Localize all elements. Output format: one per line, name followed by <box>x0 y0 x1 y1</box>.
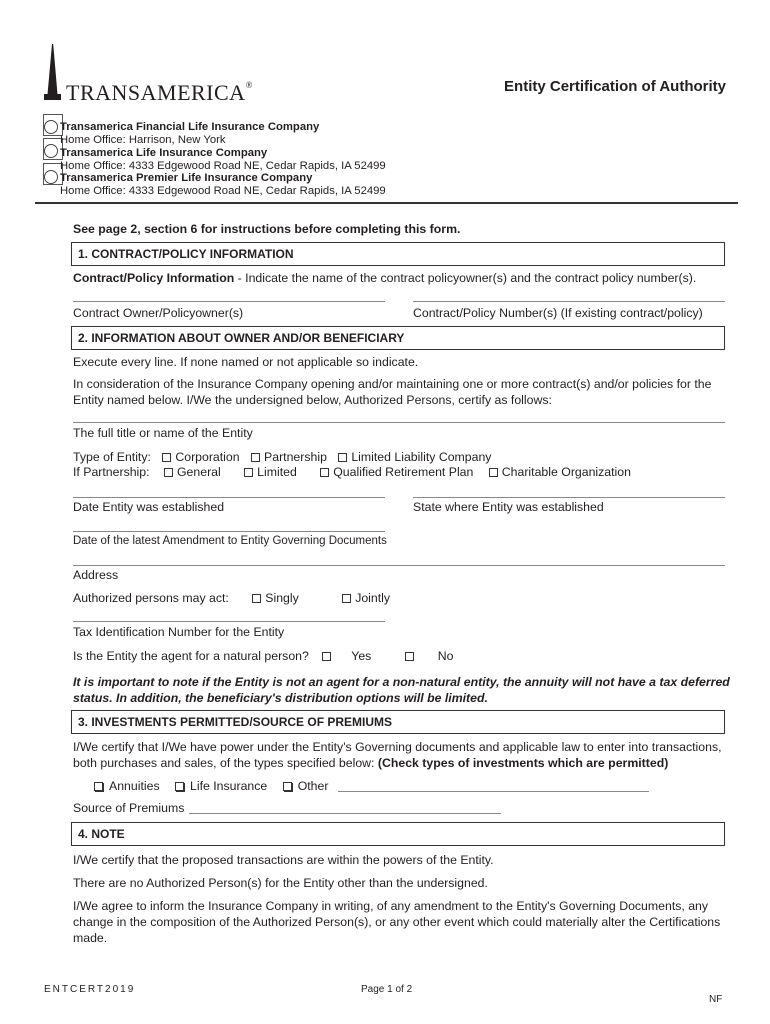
llc-checkbox[interactable] <box>338 453 347 462</box>
state-established-input-line[interactable] <box>413 497 725 498</box>
section-1-header: 1. CONTRACT/POLICY INFORMATION <box>71 242 725 266</box>
company-option: Transamerica Financial Life Insurance Company Home Office: Harrison, New York <box>60 121 320 146</box>
nf-code: NF <box>709 994 723 1005</box>
company-radio-tfli[interactable] <box>44 120 58 134</box>
investments-certify-text: I/We certify that I/We have power under the Entity's Governing documents and applicable law to enter into transactions, both purchases and sales, of the types specified below: (Check types of investments which are permitted) <box>73 740 722 770</box>
jointly-checkbox[interactable] <box>342 594 351 603</box>
section-2-header: 2. INFORMATION ABOUT OWNER AND/OR BENEFICIARY <box>71 326 725 350</box>
important-note: It is important to note if the Entity is not an agent for a non-natural entity, the annuity will not have a tax deferred status. In addition, the beneficiary's distribution options will be limited. <box>73 675 730 705</box>
address-input-line[interactable] <box>73 565 725 566</box>
other-checkbox[interactable] <box>283 782 292 791</box>
tin-input-line[interactable] <box>73 621 385 622</box>
date-established-input-line[interactable] <box>73 497 385 498</box>
singly-checkbox[interactable] <box>252 594 261 603</box>
consideration-text: In consideration of the Insurance Company opening and/or maintaining one or more contract(s) and/or policies for the Entity named below. I/We the undersigned below, Authorized Persons, certify as follows: <box>73 377 712 407</box>
section-3-header: 3. INVESTMENTS PERMITTED/SOURCE OF PREMIUMS <box>71 710 725 734</box>
partnership-checkbox[interactable] <box>251 453 260 462</box>
instructions-note: See page 2, section 6 for instructions before completing this form. <box>73 222 461 236</box>
limited-checkbox[interactable] <box>244 468 253 477</box>
amendment-date-label: Date of the latest Amendment to Entity Governing Documents <box>73 535 387 547</box>
amendment-date-input-line[interactable] <box>73 531 385 532</box>
corporation-checkbox[interactable] <box>162 453 171 462</box>
life-insurance-checkbox[interactable] <box>175 782 184 791</box>
agent-no-checkbox[interactable] <box>405 652 414 661</box>
note-para-1: I/We certify that the proposed transactions are within the powers of the Entity. <box>73 853 494 867</box>
entity-type-row: Type of Entity: Corporation Partnership Limited Liability Company <box>73 450 492 464</box>
tin-label: Tax Identification Number for the Entity <box>73 625 285 639</box>
company-option: Transamerica Premier Life Insurance Company Home Office: 4333 Edgewood Road NE, Cedar Rapids, IA 52499 <box>60 172 386 197</box>
page-number: Page 1 of 2 <box>361 984 413 995</box>
owner-input-line[interactable] <box>73 301 385 302</box>
annuities-checkbox[interactable] <box>94 782 103 791</box>
form-title: Entity Certification of Authority <box>504 78 726 95</box>
general-checkbox[interactable] <box>164 468 173 477</box>
agent-yes-checkbox[interactable] <box>322 652 331 661</box>
company-option: Transamerica Life Insurance Company Home Office: 4333 Edgewood Road NE, Cedar Rapids, IA 52499 <box>60 147 386 172</box>
other-input-line[interactable] <box>338 791 649 792</box>
charitable-org-checkbox[interactable] <box>489 468 498 477</box>
authorized-persons-row: Authorized persons may act: Singly Jointly <box>73 591 391 605</box>
section-4-header: 4. NOTE <box>71 822 725 846</box>
source-premiums-label: Source of Premiums <box>73 801 185 815</box>
policy-number-label: Contract/Policy Number(s) (If existing contract/policy) <box>413 306 703 320</box>
note-para-3: I/We agree to inform the Insurance Company in writing, of any amendment to the Entity's Governing Documents, any change in the composition of the Authorized Person(s), or any other event which could materially alter the Certifications made. <box>73 899 721 945</box>
company-radio-tli[interactable] <box>44 144 58 158</box>
source-premiums-input-line[interactable] <box>189 813 501 814</box>
address-label: Address <box>73 568 119 582</box>
agent-question-row: Is the Entity the agent for a natural person? Yes No <box>73 649 454 663</box>
state-established-label: State where Entity was established <box>413 500 604 514</box>
contract-policy-intro: Contract/Policy Information - Indicate the name of the contract policyowner(s) and the contract policy number(s). <box>73 271 697 285</box>
company-logo-text: TRANSAMERICA® <box>66 80 253 105</box>
date-established-label: Date Entity was established <box>73 500 225 514</box>
company-radio-tpli[interactable] <box>44 170 58 184</box>
qualified-retirement-checkbox[interactable] <box>320 468 329 477</box>
header-divider <box>35 202 738 204</box>
execute-line-text: Execute every line. If none named or not applicable so indicate. <box>73 355 419 369</box>
form-code: ENTCERT2019 <box>44 984 136 995</box>
entity-title-input-line[interactable] <box>73 422 725 423</box>
entity-title-label: The full title or name of the Entity <box>73 426 253 440</box>
partnership-type-row: If Partnership: General Limited Qualified Retirement Plan Charitable Organization <box>73 465 631 479</box>
owner-label: Contract Owner/Policyowner(s) <box>73 306 244 320</box>
policy-number-input-line[interactable] <box>413 301 725 302</box>
investment-types-row: Annuities Life Insurance Other <box>73 779 328 793</box>
note-para-2: There are no Authorized Person(s) for the Entity other than the undersigned. <box>73 876 488 890</box>
